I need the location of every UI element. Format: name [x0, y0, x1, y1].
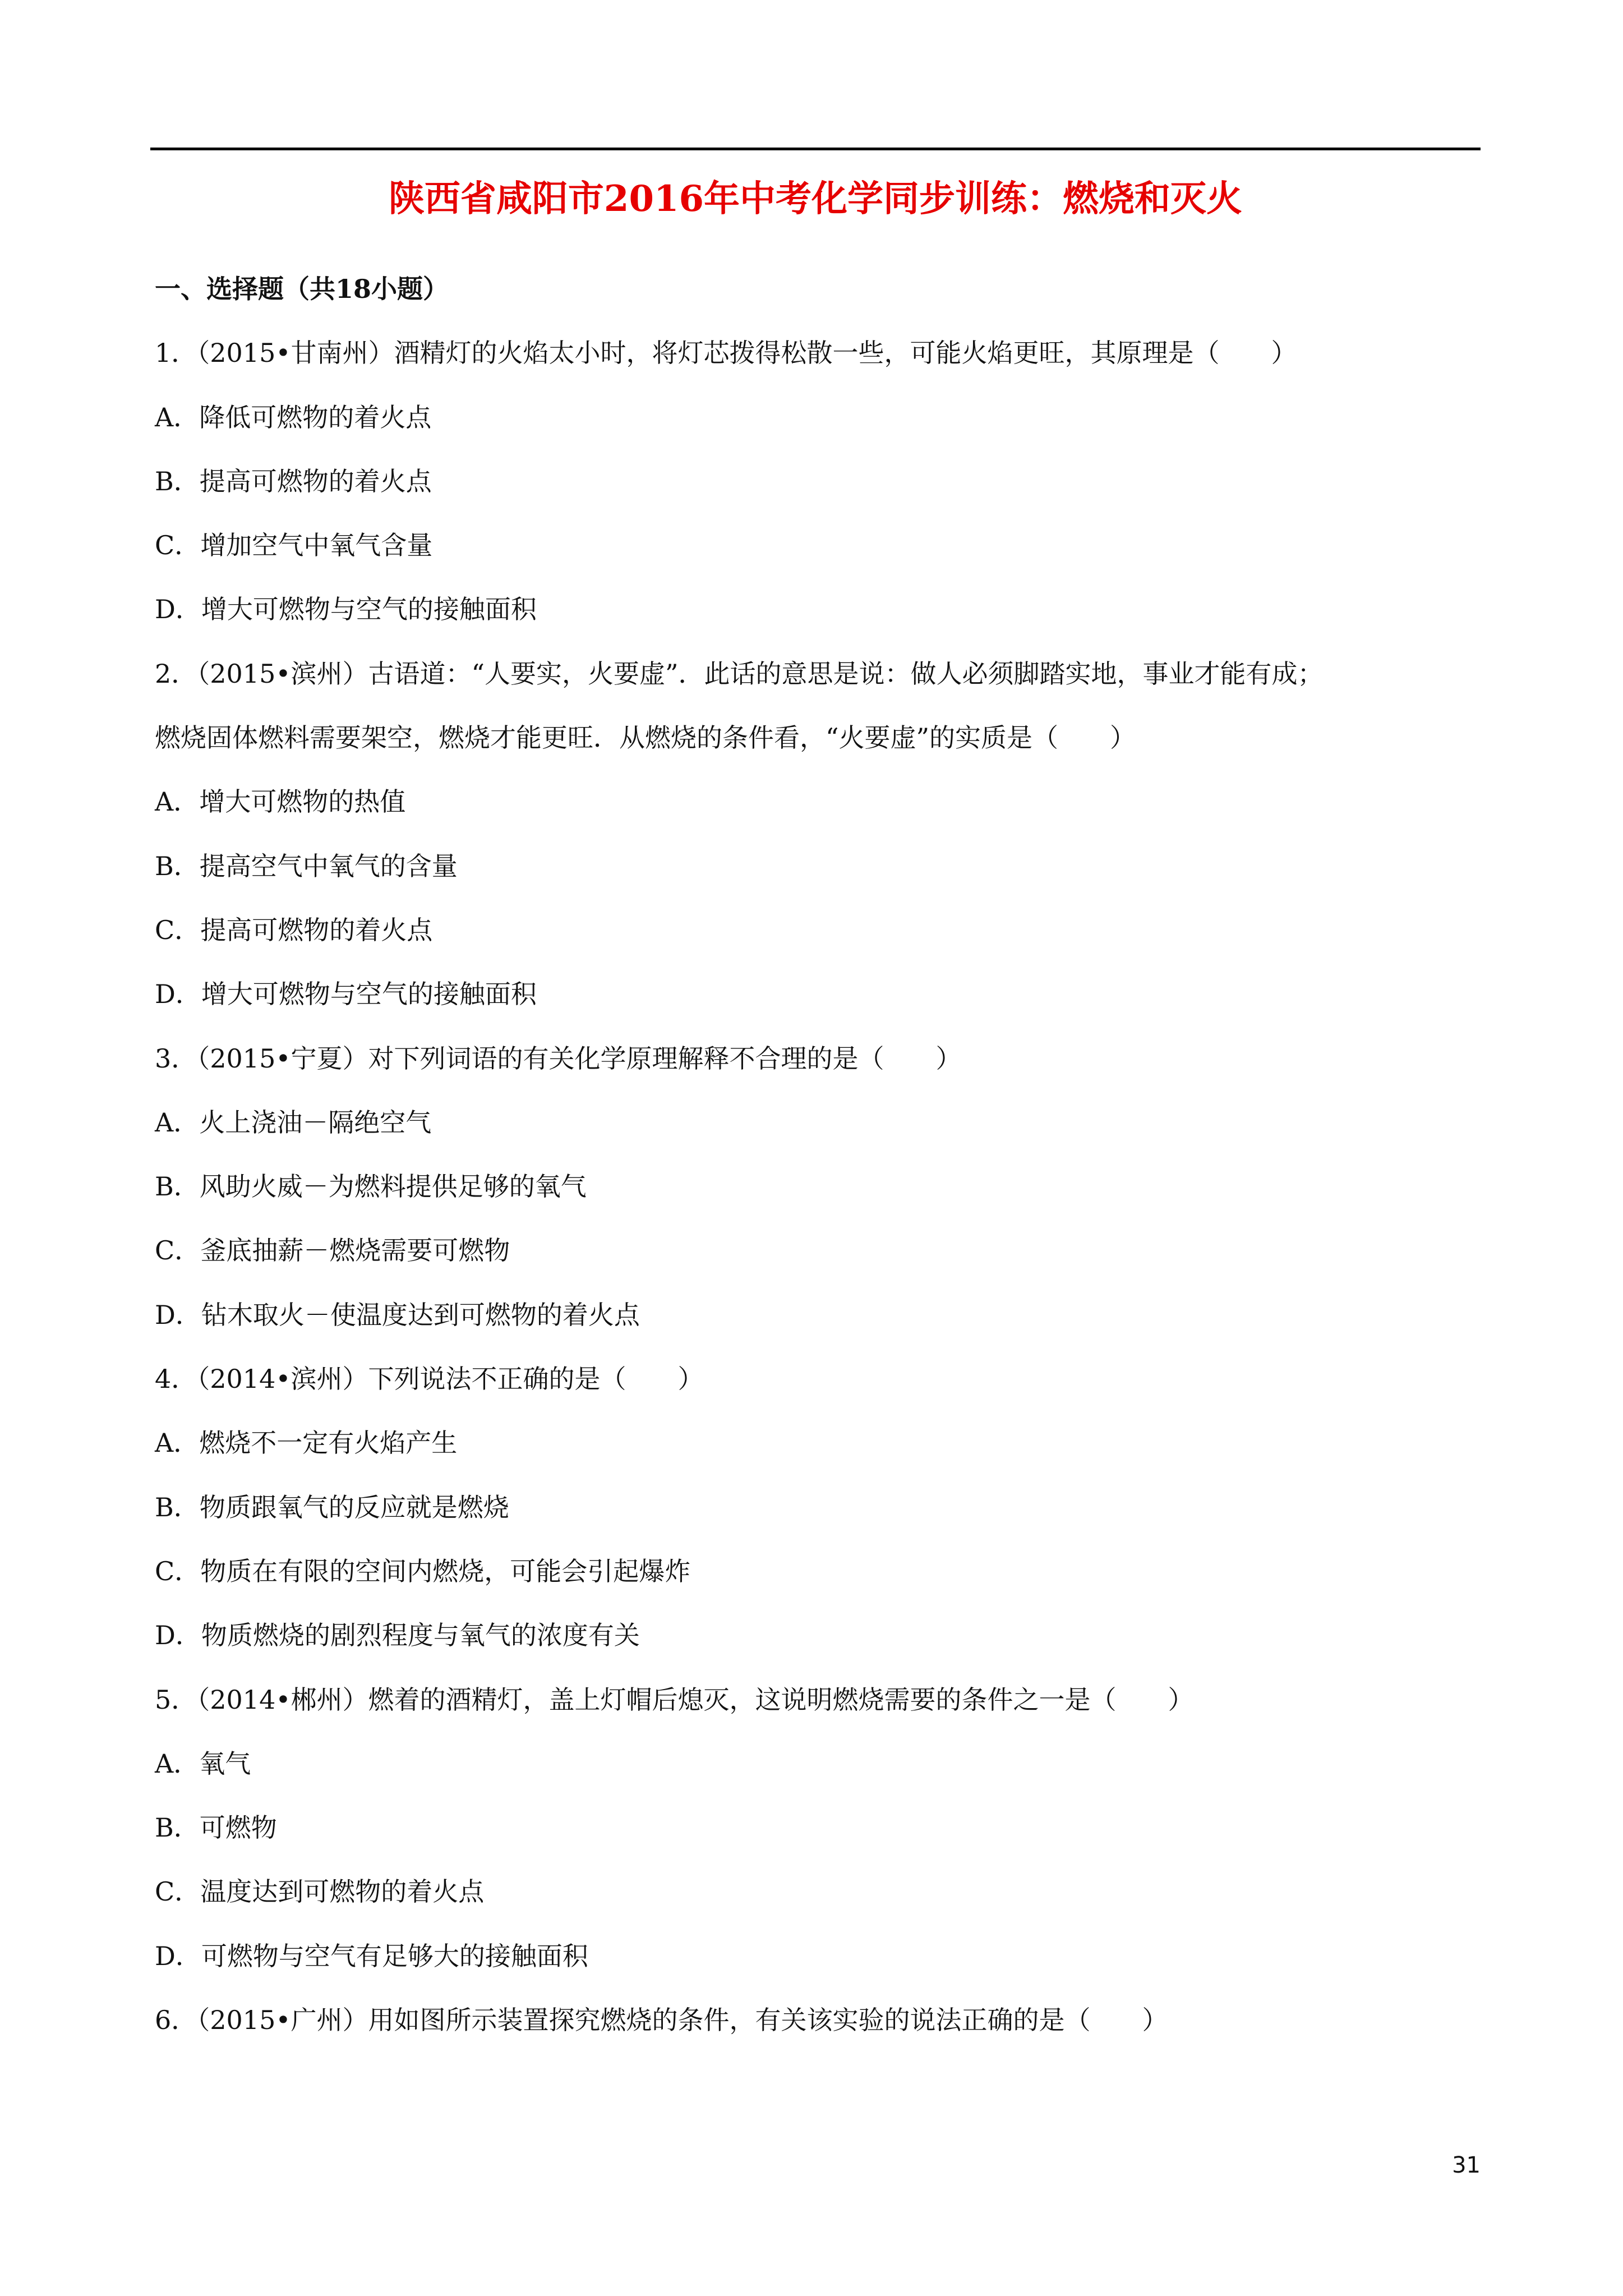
option-d: D．增大可燃物与空气的接触面积: [155, 979, 537, 1010]
section-heading: 一、选择题（共18小题）: [155, 274, 449, 304]
option-b: B．可燃物: [155, 1812, 277, 1843]
option-c: C．釜底抽薪－燃烧需要可燃物: [155, 1235, 510, 1266]
question-2: [155, 642, 1478, 1027]
document-title: 陕西省咸阳市2016年中考化学同步训练：燃烧和灭火: [388, 178, 1243, 220]
option-c: C．物质在有限的空间内燃烧，可能会引起爆炸: [155, 1556, 691, 1586]
question-stem: 6．（2015•广州）用如图所示装置探究燃烧的条件，有关该实验的说法正确的是（ ）: [155, 2005, 1168, 2036]
option-d: D．可燃物与空气有足够大的接触面积: [155, 1940, 588, 1971]
question-stem: 5．（2014•郴州）燃着的酒精灯，盖上灯帽后熄灭，这说明燃烧需要的条件之一是（ ）: [155, 1684, 1194, 1715]
question-stem-continued: 燃烧固体燃料需要架空，燃烧才能更旺．从燃烧的条件看，“火要虚”的实质是（ ）: [155, 723, 1136, 753]
question-stem: 2．（2015•滨州）古语道：“人要实，火要虚”．此话的意思是说：做人必须脚踏实地，事业才能有成；: [155, 658, 1324, 689]
question-6: [155, 1988, 1478, 2052]
option-c: C．提高可燃物的着火点: [155, 914, 433, 945]
question-stem: 4．（2014•滨州）下列说法不正确的是（ ）: [155, 1364, 704, 1395]
page-number: 31: [1452, 2152, 1481, 2178]
option-a: A．降低可燃物的着火点: [155, 402, 432, 432]
option-b: B．风助火威－为燃料提供足够的氧气: [155, 1171, 587, 1202]
question-stem: 1．（2015•甘南州）酒精灯的火焰太小时，将灯芯拨得松散一些，可能火焰更旺，其原理是（ ）: [155, 338, 1297, 369]
option-b: B．物质跟氧气的反应就是燃烧: [155, 1492, 509, 1522]
question-stem: 3．（2015•宁夏）对下列词语的有关化学原理解释不合理的是（ ）: [155, 1043, 962, 1074]
option-a: A．氧气: [155, 1748, 251, 1779]
question-3: [155, 1027, 1478, 1347]
option-c: C．增加空气中氧气含量: [155, 530, 433, 561]
option-a: A．增大可燃物的热值: [155, 786, 406, 817]
header-rule: [150, 148, 1481, 150]
option-b: B．提高可燃物的着火点: [155, 466, 432, 496]
question-5: [155, 1668, 1478, 1988]
option-a: A．火上浇油－隔绝空气: [155, 1107, 432, 1138]
question-4: [155, 1347, 1478, 1667]
option-d: D．增大可燃物与空气的接触面积: [155, 594, 537, 625]
option-a: A．燃烧不一定有火焰产生: [155, 1428, 458, 1458]
option-b: B．提高空气中氧气的含量: [155, 850, 458, 881]
option-d: D．钻木取火－使温度达到可燃物的着火点: [155, 1299, 640, 1330]
question-list: [155, 257, 1478, 2052]
option-c: C．温度达到可燃物的着火点: [155, 1876, 485, 1907]
question-1: [155, 321, 1478, 641]
option-d: D．物质燃烧的剧烈程度与氧气的浓度有关: [155, 1620, 640, 1651]
